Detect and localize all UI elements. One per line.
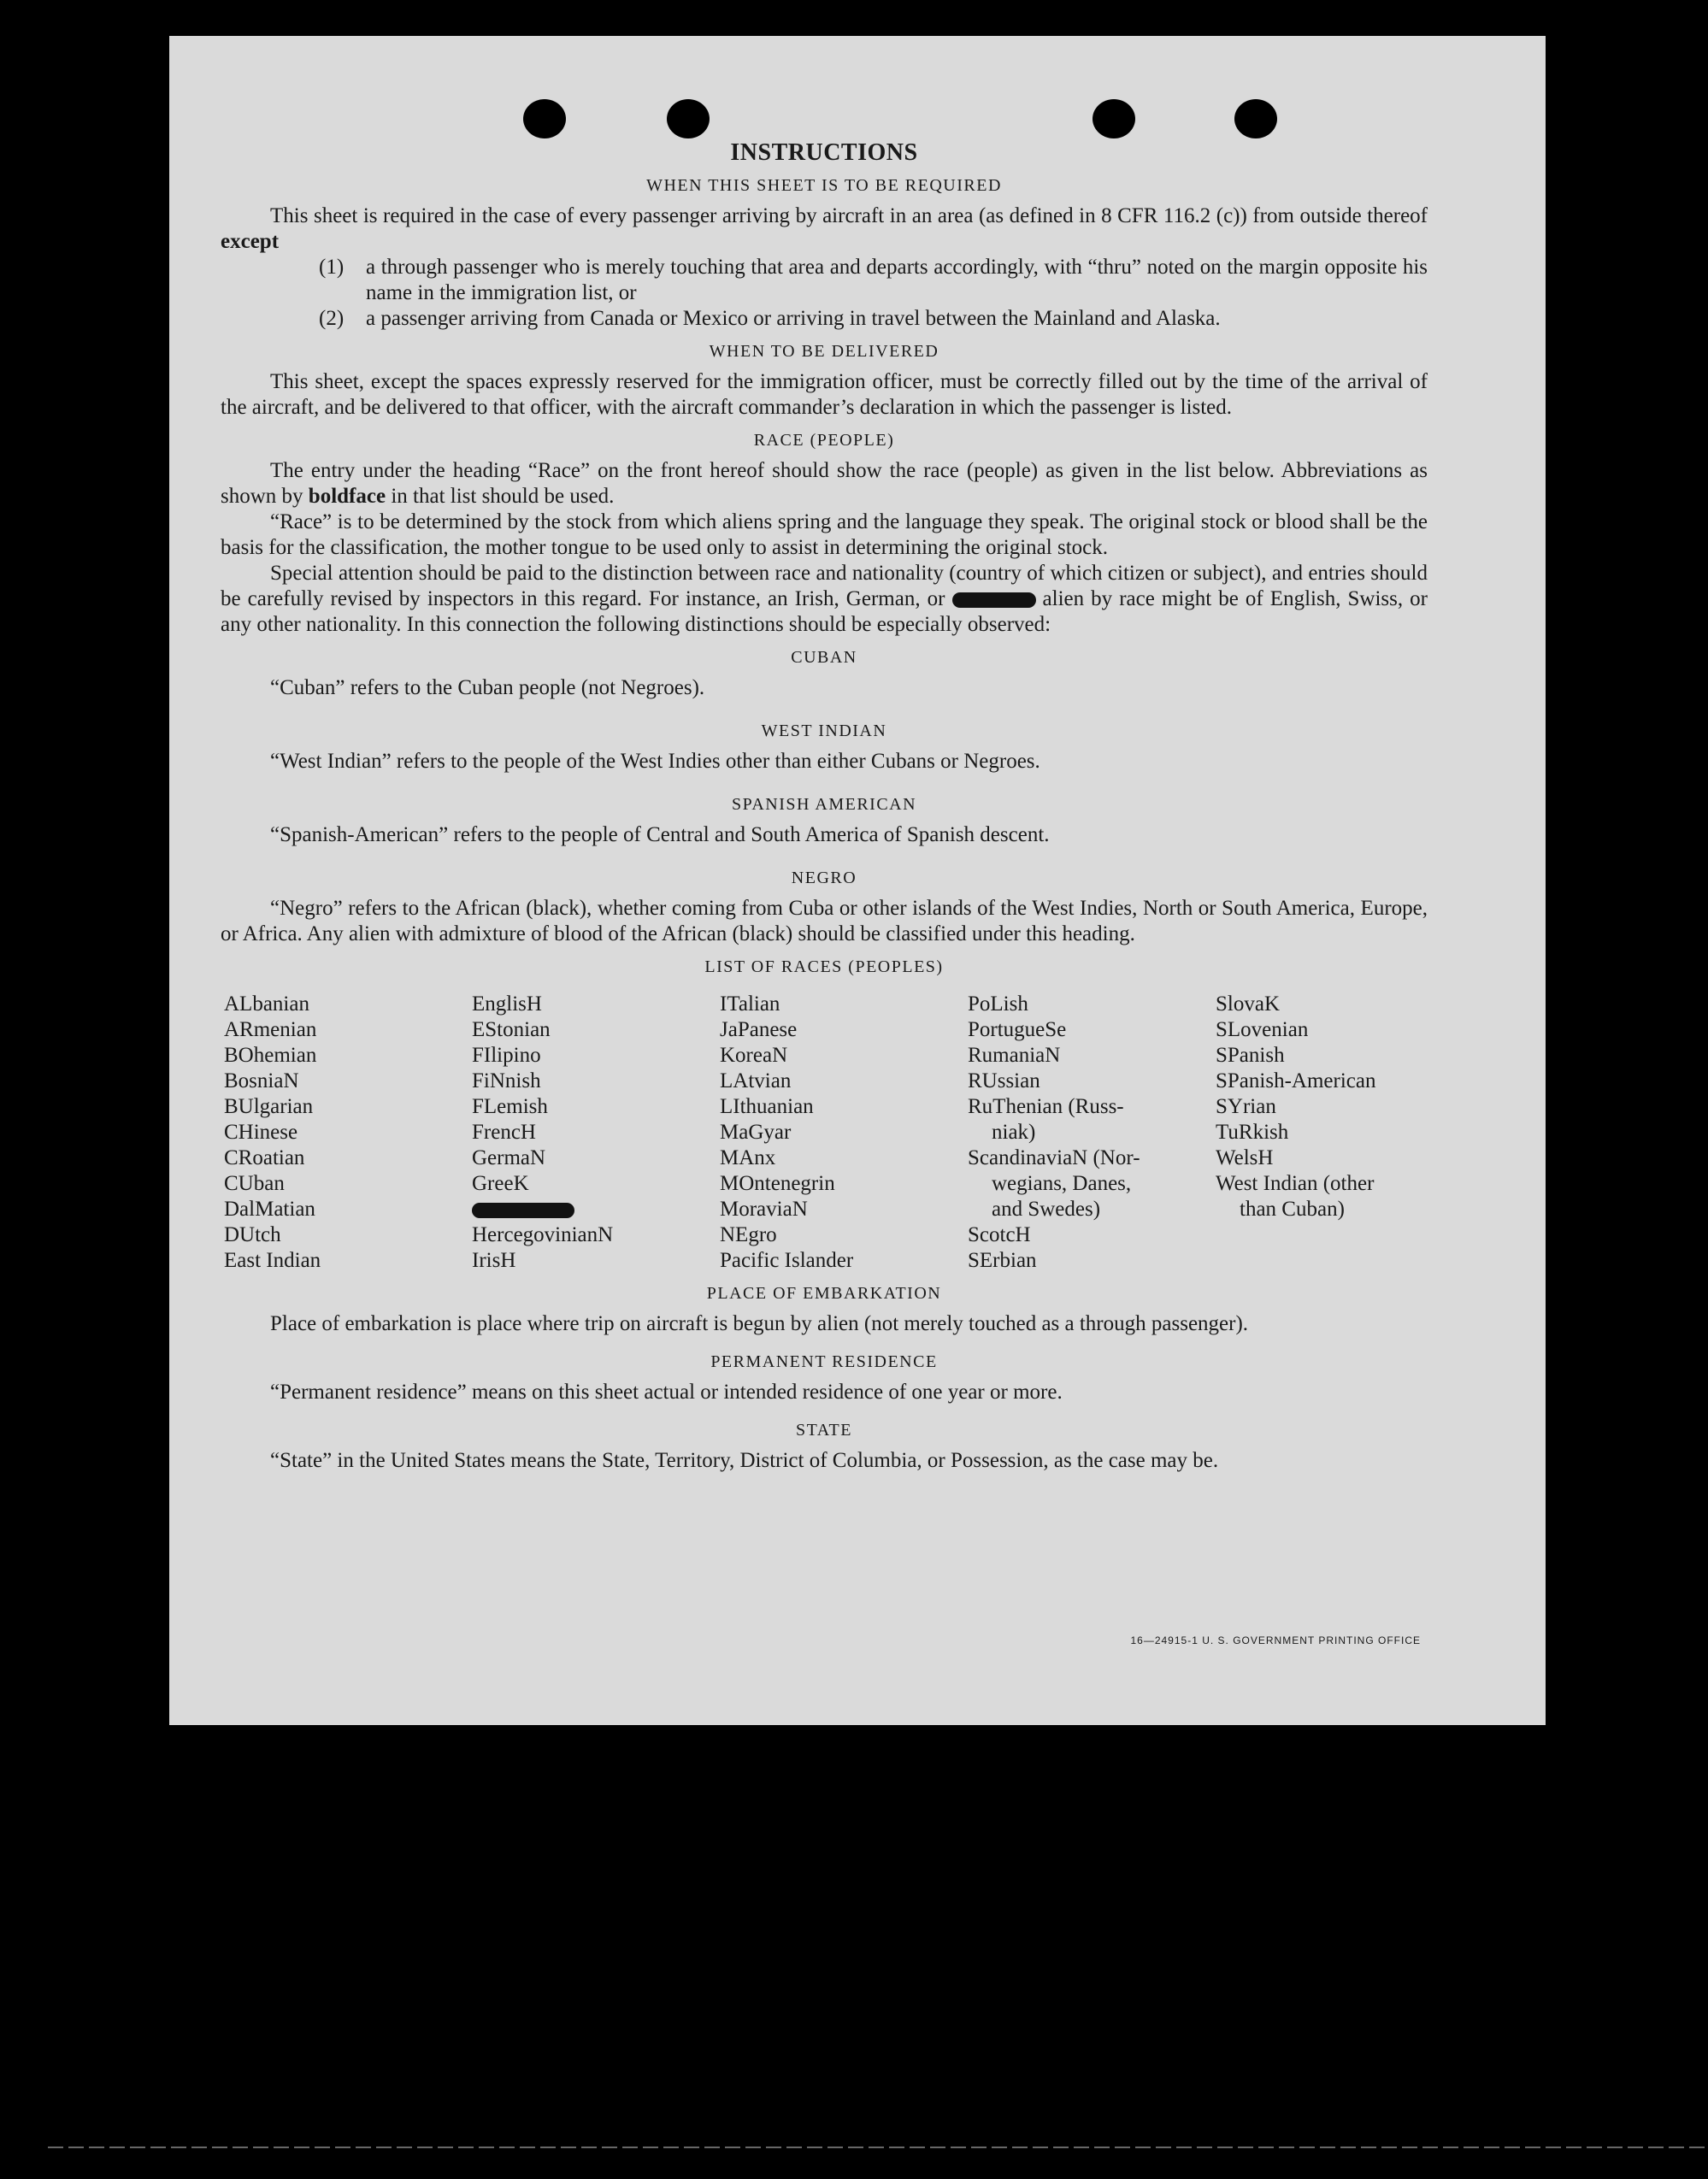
race-entry: RuThenian (Russ- xyxy=(968,1095,1124,1118)
race-entry: FrencH xyxy=(472,1121,536,1144)
punch-hole xyxy=(1093,99,1135,138)
races-list xyxy=(224,992,1428,1274)
punch-hole xyxy=(667,99,710,138)
race-entry: ALbanian xyxy=(224,992,309,1016)
races-column xyxy=(224,992,472,1274)
race-entry: KoreaN xyxy=(720,1044,788,1067)
embarkation-text: Place of embarkation is place where trip on aircraft is begun by alien (not merely touched as a through passenger). xyxy=(270,1312,1249,1335)
race-text-2: “Race” is to be determined by the stock from which aliens spring and the language they speak. The original stock or blood shall be the basis for the classification, the mother tongue to be used only to assist in determining the original stock. xyxy=(221,510,1428,559)
race-entry: HercegovinianN xyxy=(472,1223,614,1246)
race-entry: ScotcH xyxy=(968,1223,1031,1246)
race-entry: CRoatian xyxy=(224,1146,305,1169)
race-entry: JaPanese xyxy=(720,1018,798,1041)
race-entry: SYrian xyxy=(1216,1095,1276,1118)
race-text-3: Special attention should be paid to the distinction between race and nationality (country of which citizen or subject), and entries should be carefully revised by inspectors in this regard. For instance, an Irish, German, or alien by race might be of English, Swiss, or any other nationality. In this connection the following distinctions should be especially observed: xyxy=(221,562,1428,636)
race-entry: SErbian xyxy=(968,1249,1037,1272)
races-column xyxy=(1216,992,1438,1274)
required-text: This sheet is required in the case of every passenger arriving by aircraft in an area (as defined in 8 CFR 116.2 (c)) from outside thereof except xyxy=(221,204,1428,253)
race-entry: BOhemian xyxy=(224,1044,317,1067)
races-column xyxy=(472,992,720,1274)
race-entry-redacted xyxy=(472,1197,720,1222)
race-entry: DalMatian xyxy=(224,1198,315,1221)
race-entry: GreeK xyxy=(472,1172,529,1195)
state-text: “State” in the United States means the State, Territory, District of Columbia, or Possession, as the case may be. xyxy=(270,1449,1219,1472)
race-entry: NEgro xyxy=(720,1223,777,1246)
list-item: (2) a passenger arriving from Canada or Mexico or arriving in travel between the Mainland and Alaska. xyxy=(319,307,1221,330)
race-entry: CHinese xyxy=(224,1121,298,1144)
race-entry: RUssian xyxy=(968,1069,1040,1092)
punch-hole xyxy=(1234,99,1277,138)
race-entry: WelsH xyxy=(1216,1146,1274,1169)
race-entry: ITalian xyxy=(720,992,780,1016)
race-entry: BUlgarian xyxy=(224,1095,314,1118)
race-entry: wegians, Danes, xyxy=(992,1172,1132,1195)
race-entry: LIthuanian xyxy=(720,1095,814,1118)
heading-spanish-american: SPANISH AMERICAN xyxy=(731,795,917,814)
race-entry: PortugueSe xyxy=(968,1018,1067,1041)
race-entry: EStonian xyxy=(472,1018,551,1041)
scan-edge-line xyxy=(48,2147,1708,2148)
race-entry: and Swedes) xyxy=(992,1198,1101,1221)
race-entry: ScandinaviaN (Nor- xyxy=(968,1146,1140,1169)
race-entry: SlovaK xyxy=(1216,992,1280,1016)
race-entry: than Cuban) xyxy=(1240,1198,1345,1221)
race-entry: SPanish xyxy=(1216,1044,1285,1067)
redaction-mark xyxy=(952,592,1036,608)
heading-embarkation: PLACE OF EMBARKATION xyxy=(706,1284,942,1303)
heading-required: WHEN THIS SHEET IS TO BE REQUIRED xyxy=(646,176,1002,195)
race-entry: ARmenian xyxy=(224,1018,317,1041)
race-text-1: The entry under the heading “Race” on the front hereof should show the race (people) as given in the list below. Abbreviations as shown by boldface in that list should be used. xyxy=(221,459,1428,508)
race-entry: PoLish xyxy=(968,992,1028,1016)
heading-state: STATE xyxy=(796,1421,852,1440)
residence-text: “Permanent residence” means on this sheet actual or intended residence of one year or more. xyxy=(270,1381,1063,1404)
race-entry: MaGyar xyxy=(720,1121,792,1144)
page-title: INSTRUCTIONS xyxy=(730,139,918,166)
cuban-text: “Cuban” refers to the Cuban people (not Negroes). xyxy=(270,676,705,699)
redaction-mark xyxy=(472,1203,574,1218)
race-entry: West Indian (other xyxy=(1216,1172,1375,1195)
races-column xyxy=(968,992,1216,1274)
instructions-content xyxy=(221,140,1428,1474)
race-entry: TuRkish xyxy=(1216,1121,1289,1144)
west-indian-text: “West Indian” refers to the people of the West Indies other than either Cubans or Negroes. xyxy=(270,750,1040,773)
heading-list-of-races: LIST OF RACES (PEOPLES) xyxy=(704,957,944,976)
race-entry: MoraviaN xyxy=(720,1198,808,1221)
race-entry: GermaN xyxy=(472,1146,546,1169)
race-entry: niak) xyxy=(992,1121,1036,1144)
race-entry: FLemish xyxy=(472,1095,548,1118)
race-entry: FiNnish xyxy=(472,1069,541,1092)
race-entry: LAtvian xyxy=(720,1069,792,1092)
race-entry: BosniaN xyxy=(224,1069,299,1092)
races-column xyxy=(720,992,968,1274)
race-entry: SPanish-American xyxy=(1216,1069,1376,1092)
race-entry: CUban xyxy=(224,1172,285,1195)
heading-west-indian: WEST INDIAN xyxy=(761,721,887,740)
heading-cuban: CUBAN xyxy=(791,648,857,667)
race-entry: MOntenegrin xyxy=(720,1172,835,1195)
race-entry: IrisH xyxy=(472,1249,516,1272)
race-entry: DUtch xyxy=(224,1223,281,1246)
punch-hole xyxy=(523,99,566,138)
negro-text: “Negro” refers to the African (black), whether coming from Cuba or other islands of the West Indies, North or South America, Europe, or Africa. Any alien with admixture of blood of the African (black) should be classified under this heading. xyxy=(221,897,1428,945)
heading-residence: PERMANENT RESIDENCE xyxy=(710,1352,938,1371)
race-entry: RumaniaN xyxy=(968,1044,1061,1067)
spanish-american-text: “Spanish-American” refers to the people of Central and South America of Spanish descent. xyxy=(270,823,1050,846)
printing-office-code: 16—24915-1 U. S. GOVERNMENT PRINTING OFFICE xyxy=(1130,1634,1421,1646)
list-item: (1) a through passenger who is merely touching that area and departs accordingly, with “thru” noted on the margin opposite his name in the immigration list, or xyxy=(319,256,1428,304)
race-entry: SLovenian xyxy=(1216,1018,1309,1041)
race-entry: FIlipino xyxy=(472,1044,541,1067)
race-entry: East Indian xyxy=(224,1249,321,1272)
delivered-text: This sheet, except the spaces expressly reserved for the immigration officer, must be correctly filled out by the time of the arrival of the aircraft, and be delivered to that officer, with the aircraft commander’s declaration in which the passenger is listed. xyxy=(221,370,1428,419)
race-entry: MAnx xyxy=(720,1146,776,1169)
race-entry: EnglisH xyxy=(472,992,542,1016)
heading-negro: NEGRO xyxy=(791,869,857,887)
document-sheet xyxy=(169,36,1546,1725)
race-entry: Pacific Islander xyxy=(720,1249,854,1272)
heading-delivered: WHEN TO BE DELIVERED xyxy=(709,342,939,361)
heading-race: RACE (PEOPLE) xyxy=(753,431,895,450)
